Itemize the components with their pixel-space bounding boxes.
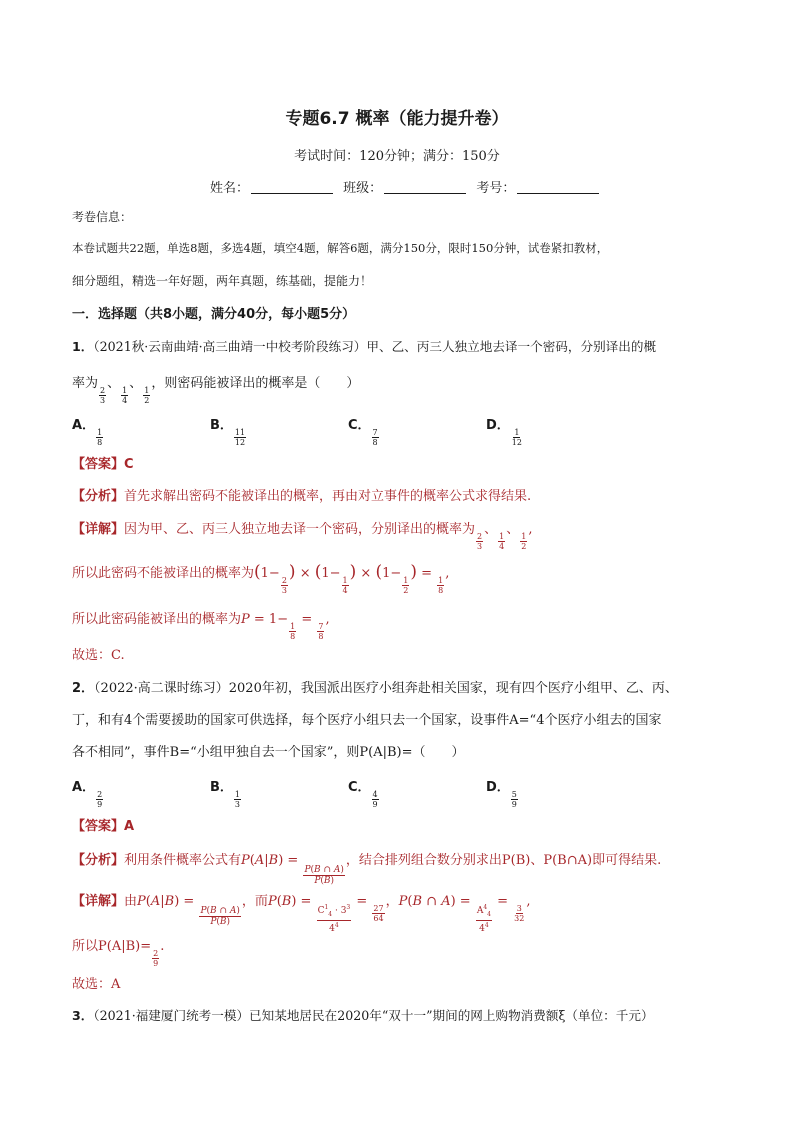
page-title: 专题6.7 概率（能力提升卷） xyxy=(285,109,509,129)
exam-time-line: 考试时间：120分钟；满分：150分 xyxy=(294,149,500,164)
q1-analysis: 【分析】首先求解出密码不能被译出的概率，再由对立事件的概率公式求得结果. xyxy=(72,489,532,504)
q1-conclusion: 故选：C. xyxy=(72,648,125,663)
q2-option-c[interactable]: C． $\frac{4}{9}$ xyxy=(348,780,378,809)
number-label: 考号： xyxy=(476,181,516,196)
q1-option-a[interactable]: A． $\frac{1}{8}$ xyxy=(72,418,103,447)
q2-option-d[interactable]: D． $\frac{5}{9}$ xyxy=(486,780,517,809)
number-field[interactable] xyxy=(517,181,599,194)
info-heading: 考卷信息： xyxy=(72,210,133,224)
class-field[interactable] xyxy=(384,181,466,194)
q1-option-c[interactable]: C． $\frac{7}{8}$ xyxy=(348,418,378,447)
student-info-line xyxy=(210,177,605,196)
q1-detail-2: 所以此密码不能被译出的概率为(1− $\frac{2}{3}$ ) × (1− $\frac{1}{4}$ ) × (1− $\frac{1}{2}$ ) = $\frac{1}{8}$ , xyxy=(72,562,450,595)
q1-option-d[interactable]: D． $\frac{1}{12}$ xyxy=(486,418,522,447)
q1-answer: 【答案】C xyxy=(72,457,134,472)
q2-option-b[interactable]: B． $\frac{1}{3}$ xyxy=(210,780,241,809)
q2-number: 2． xyxy=(72,681,95,696)
q2-answer: 【答案】A xyxy=(72,819,135,834)
q1-frac-a: $\frac{2}{3}$ xyxy=(100,386,106,405)
q2-option-a[interactable]: A． $\frac{2}{9}$ xyxy=(72,780,103,809)
q2-result: 所以P(A|B)= $\frac{2}{9}$ . xyxy=(72,939,165,968)
q2-conclusion: 故选：A xyxy=(72,977,121,992)
q2-line-2: 丁，和有4个需要援助的国家可供选择，每个医疗小组只去一个国家，设事件A=“4个医疗小组去的国家 xyxy=(72,713,662,728)
q1-line-2: 率为 $\frac{2}{3}$ 、 $\frac{1}{4}$ 、 $\frac{1}{2}$ ，则密码能被译出的概率是（ ） xyxy=(72,376,360,405)
section-heading: 一．选择题（共8小题，满分40分，每小题5分） xyxy=(72,307,356,322)
q1-number: 1． xyxy=(72,339,94,354)
q2-analysis: 【分析】利用条件概率公式有P(A|B) = $\frac{P(B \cap A)}{P(B)}$ ，结合排列组合数分别求出P(B)、P(B∩A)即可得结果. xyxy=(72,853,662,886)
q1-detail-1: 【详解】因为甲、乙、丙三人独立地去译一个密码，分别译出的概率为 $\frac{2}{3}$ 、 $\frac{1}{4}$ 、 $\frac{1}{2}$ , xyxy=(72,522,533,551)
q2-detail: 【详解】由P(A|B) = $\frac{P(B \cap A)}{P(B)}$ ，而P(B) = $\frac{C^1_4 \cdot 3^3}{4^4}$ = $\frac{27}{64}$ ，P(B ∩ A) = $\frac{A^4_4}{4^4}$ = $\frac{3}{32}$ , xyxy=(72,894,531,934)
q1-line-1 xyxy=(72,336,656,355)
q2-line-3: 各不相同”，事件B=“小组甲独自去一个国家”，则P(A|B)=（ ） xyxy=(72,745,465,760)
name-label: 姓名： xyxy=(210,181,250,196)
q3-number: 3． xyxy=(72,1008,94,1023)
name-field[interactable] xyxy=(251,181,333,194)
q1-stem-1: （2021秋·云南曲靖·高三曲靖一中校考阶段练习）甲、乙、丙三人独立地去译一个密码，分别译出的概 xyxy=(93,339,657,354)
q1-frac-b: $\frac{1}{4}$ xyxy=(122,386,128,405)
info-line-2: 细分题组，精选一年好题，两年真题，练基础，提能力！ xyxy=(72,274,373,288)
q3-line-1: 3．（2021·福建厦门统考一模）已知某地居民在2020年“双十一”期间的网上购物消费额ξ（单位：千元） xyxy=(72,1008,654,1023)
class-label: 班级： xyxy=(343,181,383,196)
info-line-1: 本卷试题共22题，单选8题，多选4题，填空4题，解答6题，满分150分，限时150分钟，试卷紧扣教材， xyxy=(72,241,609,255)
q2-line-1: 2．（2022·高二课时练习）2020年初，我国派出医疗小组奔赴相关国家，现有四个医疗小组甲、乙、丙、 xyxy=(72,681,678,696)
q1-option-b[interactable]: B． $\frac{11}{12}$ xyxy=(210,418,246,447)
q1-frac-c: $\frac{1}{2}$ xyxy=(144,386,150,405)
q1-detail-3: 所以此密码能被译出的概率为P = 1− $\frac{1}{8}$ = $\frac{7}{8}$ , xyxy=(72,612,330,641)
